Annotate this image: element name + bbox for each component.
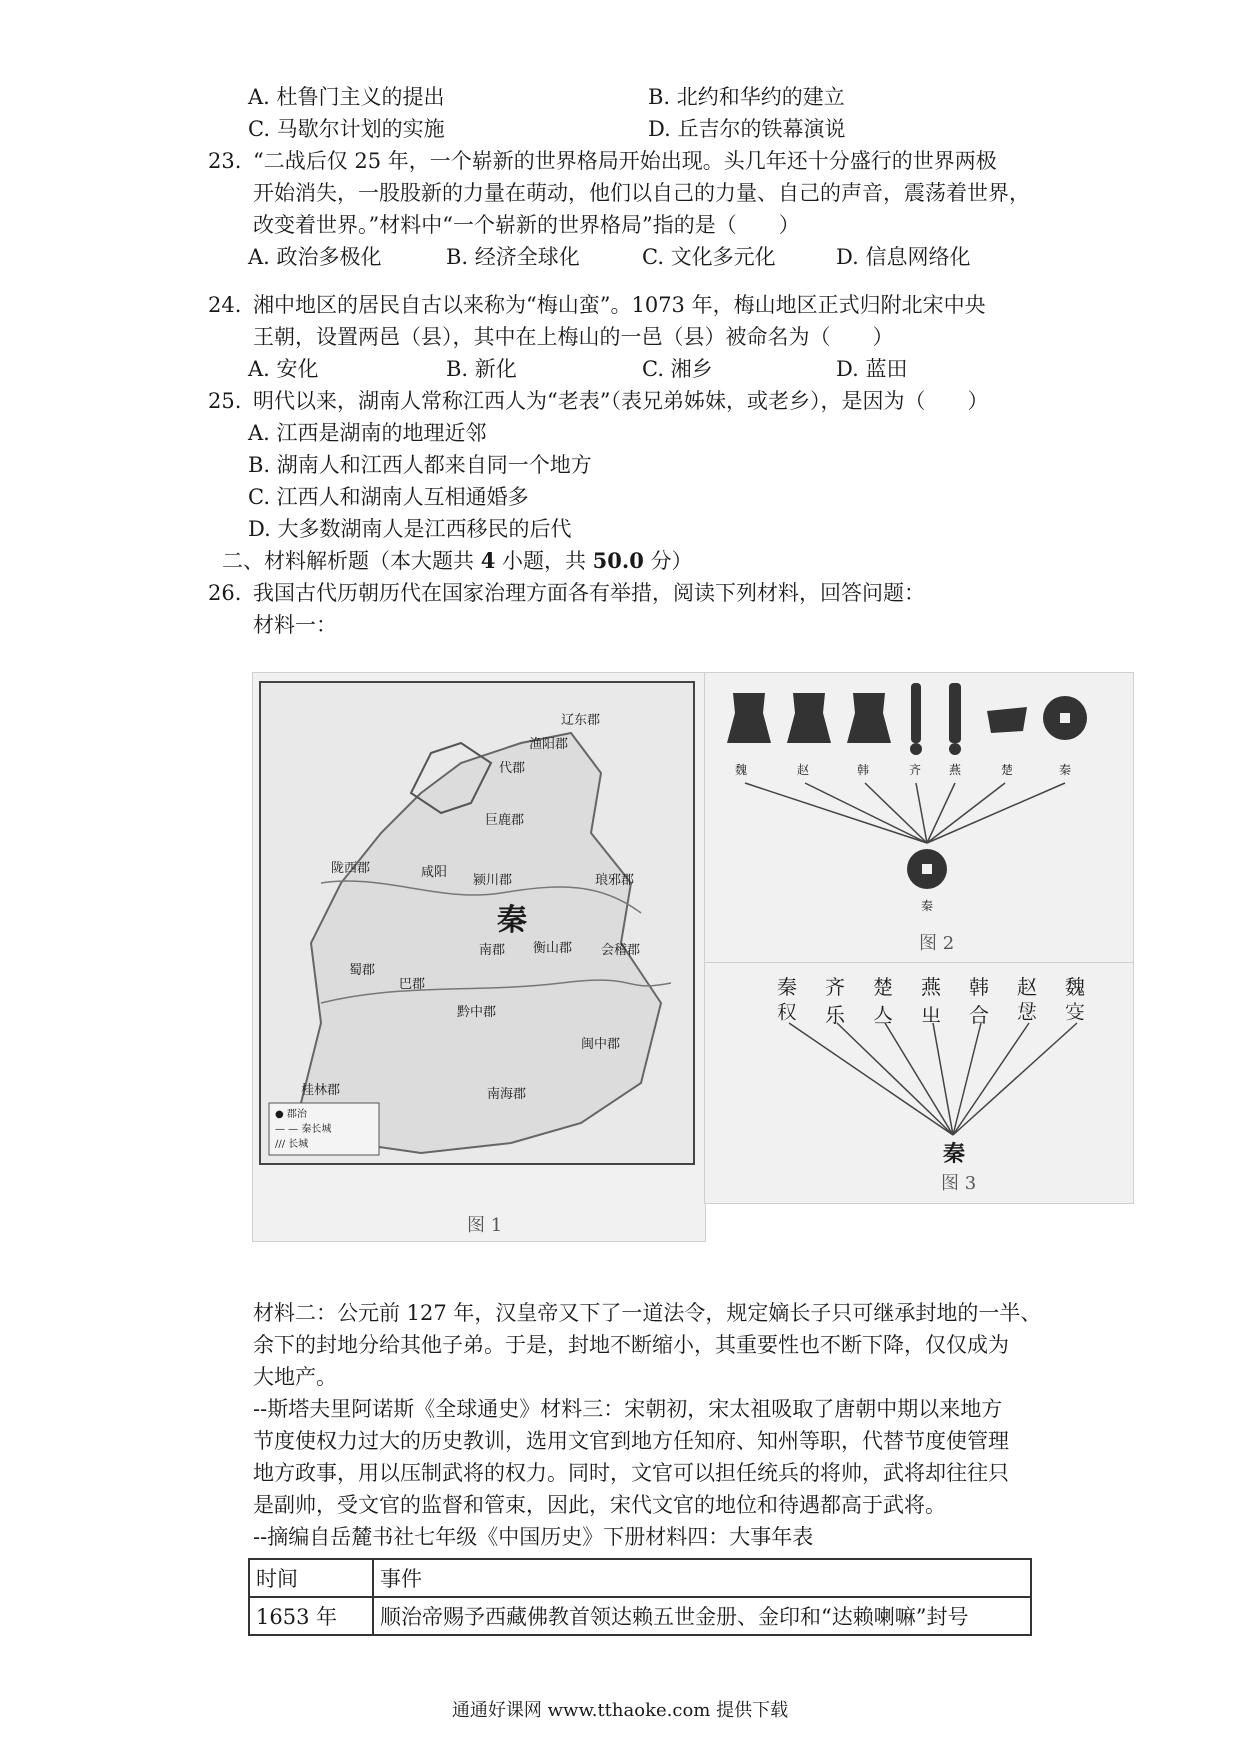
script-state-han: 韩 [969, 975, 989, 999]
map-label-ba: 巴郡 [399, 977, 426, 992]
map-label-dai: 代郡 [499, 761, 526, 776]
table-row [249, 1597, 1031, 1635]
coin-label-wei: 魏 [735, 763, 748, 777]
figure1-caption: 图 1 [467, 1215, 503, 1236]
script-state-chu: 楚 [873, 975, 893, 999]
map-label-langye: 琅邪郡 [595, 873, 635, 888]
q25-option-c: C. 江西人和湖南人互相通婚多 [248, 485, 529, 509]
table-header-event: 事件 [373, 1559, 1031, 1597]
q23-text-line2: 开始消失，一股股新的力量在萌动，他们以自己的力量、自己的声音，震荡着世界， [253, 181, 1030, 205]
script-glyph: 乐 [825, 1003, 845, 1027]
section2-score: 50.0 [592, 548, 644, 573]
q22-option-d: D. 丘吉尔的铁幕演说 [648, 117, 846, 141]
q23-text-line3: 改变着世界。”材料中“一个崭新的世界格局”指的是（ ） [253, 213, 800, 237]
page-footer: 通通好课网 www.tthaoke.com 提供下载 [451, 1700, 789, 1721]
coin-label-yan: 燕 [949, 763, 962, 777]
script-glyph: 𡧔 [1065, 1000, 1085, 1024]
script-state-yan: 燕 [921, 975, 941, 999]
map-label-guilin: 桂林郡 [301, 1083, 341, 1098]
q23-text-line1: “二战后仅 25 年，一个崭新的世界格局开始出现。头几年还十分盛行的世界两极 [253, 149, 997, 173]
material2-line1: 材料二：公元前 127 年，汉皇帝又下了一道法令，规定嫡长子只可继承封地的一半、 [253, 1301, 1042, 1325]
map-label-kuaiji: 会稽郡 [601, 943, 641, 958]
map-label-longxi: 陇西郡 [331, 861, 371, 876]
figure3-caption: 图 3 [941, 1173, 977, 1194]
map-big-label: 秦 [497, 903, 527, 938]
script-result-glyph: 秦 [943, 1141, 966, 1167]
q23-option-c: C. 文化多元化 [642, 245, 776, 269]
q24-text-line1: 湘中地区的居民自古以来称为“梅山蛮”。1073 年，梅山地区正式归附北宋中央 [253, 293, 986, 317]
map-legend-item: — — 秦长城 [275, 1124, 332, 1135]
q24-option-b: B. 新化 [446, 357, 517, 381]
map-label-shu: 蜀郡 [349, 963, 376, 978]
table-header-time: 时间 [249, 1559, 373, 1597]
coin-label-han: 韩 [857, 763, 870, 777]
q22-option-a: A. 杜鲁门主义的提出 [248, 85, 445, 109]
script-glyph: 合 [969, 1003, 989, 1027]
q25-option-a: A. 江西是湖南的地理近邻 [248, 421, 487, 445]
map-label-nanhai: 南海郡 [487, 1087, 527, 1102]
map-legend [275, 1107, 331, 1152]
map-label-yuyang: 渔阳郡 [529, 737, 569, 752]
q24-option-d: D. 蓝田 [836, 357, 908, 381]
script-glyph: 亼 [873, 1003, 893, 1027]
q25-option-d: D. 大多数湖南人是江西移民的后代 [248, 517, 572, 541]
map-label-minzhong: 闽中郡 [581, 1037, 621, 1052]
map-label-qianzhong: 黔中郡 [457, 1005, 497, 1020]
section2-heading [222, 546, 693, 576]
material1-label: 材料一： [253, 613, 337, 637]
q26-number: 26. [208, 581, 242, 605]
q24-number: 24. [208, 293, 242, 317]
script-state-wei: 魏 [1065, 975, 1085, 999]
material4-line: --摘编自岳麓书社七年级《中国历史》下册材料四：大事年表 [253, 1525, 814, 1549]
section2-prefix: 二、材料解析题（本大题共 [222, 549, 481, 573]
figure2-caption: 图 2 [919, 933, 955, 954]
q23-option-b: B. 经济全球化 [446, 245, 580, 269]
figure-map [252, 672, 706, 1242]
map-label-yingchuan: 颍川郡 [473, 873, 513, 888]
coin-label-zhao: 赵 [797, 763, 810, 777]
q23-option-d: D. 信息网络化 [836, 245, 971, 269]
material2-line2: 余下的封地分给其他子弟。于是，封地不断缩小，其重要性也不断下降，仅仅成为 [253, 1333, 1009, 1357]
q25-text: 明代以来，湖南人常称江西人为“老表”（表兄弟姊妹，或老乡），是因为（ ） [253, 389, 989, 413]
figure-coins [704, 672, 1134, 964]
map-label-liaodong: 辽东郡 [561, 713, 601, 728]
script-state-qi: 齐 [825, 975, 845, 999]
section2-middle: 小题，共 [495, 549, 593, 573]
map-label-nan: 南郡 [479, 943, 506, 958]
map-label-hengshan: 衡山郡 [533, 941, 573, 956]
script-glyph: 𢘓 [1017, 1000, 1037, 1024]
q25-number: 25. [208, 389, 242, 413]
q24-option-c: C. 湘乡 [642, 357, 713, 381]
coin-label-chu: 楚 [1001, 763, 1014, 777]
table-header-row [249, 1559, 1031, 1597]
q26-intro: 我国古代历朝历代在国家治理方面各有举措，阅读下列材料，回答问题： [253, 581, 925, 605]
material2-line3: 大地产。 [253, 1365, 337, 1389]
map-label-julu: 巨鹿郡 [485, 813, 525, 828]
section2-count: 4 [480, 548, 496, 573]
material3-line4: 是副帅，受文官的监督和管束，因此，宋代文官的地位和待遇都高于武将。 [253, 1493, 946, 1517]
section2-suffix: 分） [643, 549, 693, 573]
material3-line3: 地方政事，用以压制武将的权力。同时，文官可以担任统兵的将帅，武将却往往只 [253, 1461, 1009, 1485]
script-glyph: 𥝐 [777, 1000, 797, 1024]
coin-label-qi: 齐 [909, 763, 922, 777]
map-image [259, 681, 695, 1165]
q23-number: 23. [208, 149, 242, 173]
events-table [248, 1558, 1032, 1636]
map-legend-item: ● 郡治 [275, 1109, 307, 1120]
q23-option-a: A. 政治多极化 [248, 245, 382, 269]
coins-diagram [705, 673, 1133, 963]
q22-option-c: C. 马歇尔计划的实施 [248, 117, 445, 141]
material3-line1: --斯塔夫里阿诺斯《全球通史》材料三：宋朝初，宋太祖吸取了唐朝中期以来地方 [253, 1397, 1003, 1421]
material3-line2: 节度使权力过大的历史教训，选用文官到地方任知府、知州等职，代替节度使管理 [253, 1429, 1009, 1453]
table-cell-time: 1653 年 [249, 1597, 373, 1635]
script-glyph: 㞢 [921, 1003, 941, 1027]
q25-option-b: B. 湖南人和江西人都来自同一个地方 [248, 453, 592, 477]
script-state-zhao: 赵 [1017, 975, 1037, 999]
table-cell-event: 顺治帝赐予西藏佛教首领达赖五世金册、金印和“达赖喇嘛”封号 [373, 1597, 1031, 1635]
figure-script [704, 962, 1134, 1204]
q24-text-line2: 王朝，设置两邑（县），其中在上梅山的一邑（县）被命名为（ ） [253, 325, 894, 349]
map-legend-item: ∕∕∕ 长城 [275, 1139, 309, 1150]
coin-result-label: 秦 [921, 899, 934, 913]
map-label-xianyang: 咸阳 [421, 865, 448, 880]
q22-option-b: B. 北约和华约的建立 [648, 85, 845, 109]
coin-label-qin: 秦 [1059, 763, 1072, 777]
q24-option-a: A. 安化 [248, 357, 319, 381]
script-state-qin: 秦 [777, 975, 797, 999]
